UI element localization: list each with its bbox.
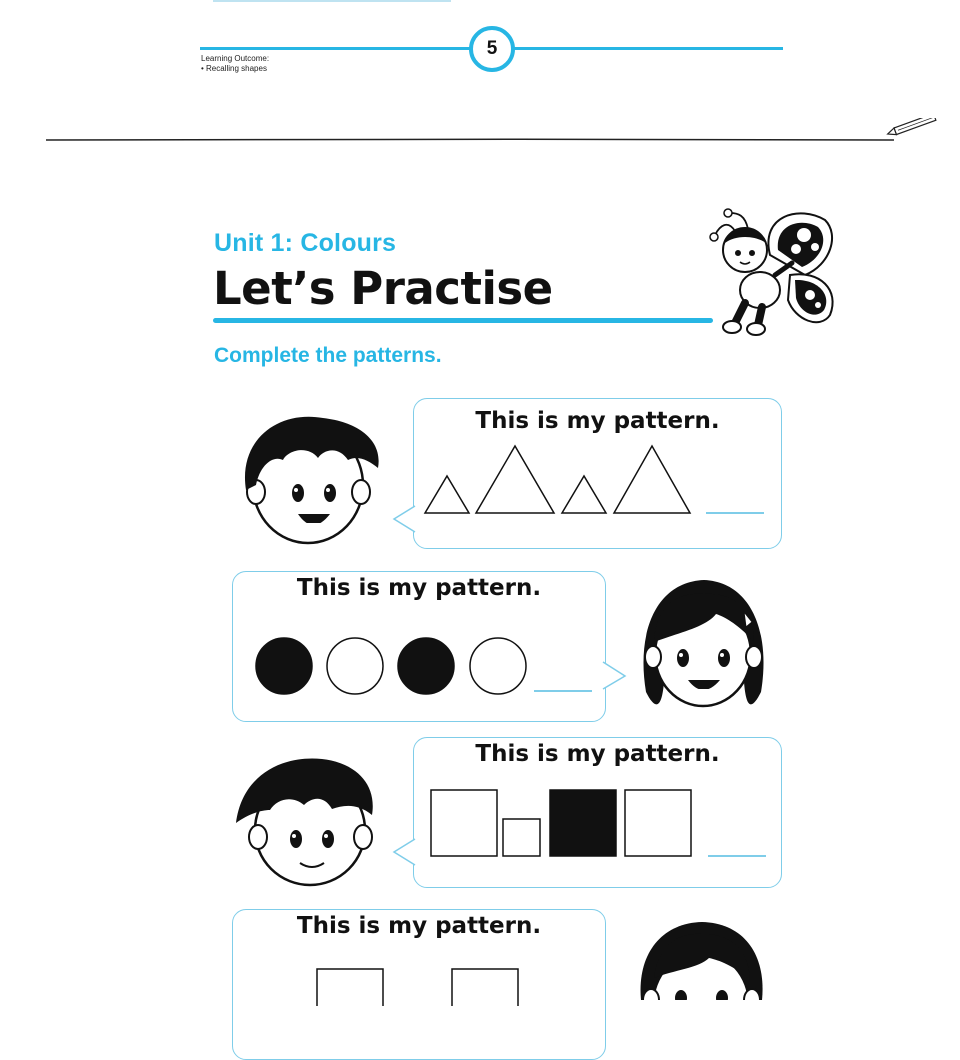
- large-triangle-shape: [614, 446, 690, 513]
- speech-bubble-tail-3: [392, 838, 416, 868]
- answer-blank-1[interactable]: [706, 512, 764, 514]
- learning-outcome-item: • Recalling shapes: [201, 64, 267, 73]
- bubble-text-1: This is my pattern.: [475, 408, 720, 434]
- black-circle-shape: [398, 638, 454, 694]
- girl-face-icon: [636, 572, 771, 717]
- page-title: Let’s Practise: [213, 262, 553, 315]
- white-square-shape: [452, 969, 518, 1006]
- pattern-2-shapes: [250, 632, 530, 702]
- unit-title: Unit 1: Colours: [214, 229, 397, 257]
- girl-face-icon-2: [634, 918, 769, 1000]
- answer-blank-2[interactable]: [534, 690, 592, 692]
- pencil-icon: [886, 118, 935, 137]
- butterfly-mascot-icon: [700, 205, 840, 345]
- small-triangle-shape: [425, 476, 469, 513]
- page-number-badge: 5: [469, 26, 515, 72]
- learning-outcome: [201, 54, 269, 74]
- title-underline: [213, 318, 713, 323]
- boy-face-icon: [238, 410, 388, 545]
- large-black-square-shape: [550, 790, 616, 856]
- small-triangle-shape: [562, 476, 606, 513]
- boy-face-icon-2: [232, 755, 382, 890]
- speech-bubble-tail-2: [602, 660, 628, 692]
- large-white-square-shape: [431, 790, 497, 856]
- large-triangle-shape: [476, 446, 554, 513]
- white-square-shape: [317, 969, 383, 1006]
- small-white-square-shape: [503, 819, 540, 856]
- bubble-text-4: This is my pattern.: [296, 913, 542, 939]
- black-circle-shape: [256, 638, 312, 694]
- instruction-text: Complete the patterns.: [214, 344, 442, 367]
- pattern-1-shapes: [420, 440, 700, 520]
- learning-outcome-heading: Learning Outcome:: [201, 54, 270, 63]
- pattern-4-shapes: [300, 966, 540, 1006]
- pattern-3-shapes: [428, 788, 698, 860]
- white-circle-shape: [327, 638, 383, 694]
- speech-bubble-tail-1: [392, 505, 416, 535]
- answer-blank-3[interactable]: [708, 855, 766, 857]
- previous-page-box-edge: [213, 0, 451, 2]
- page-separator-pencil-line: [44, 118, 944, 148]
- white-circle-shape: [470, 638, 526, 694]
- large-white-square-shape: [625, 790, 691, 856]
- bubble-text-3: This is my pattern.: [475, 741, 720, 767]
- bubble-text-2: This is my pattern.: [296, 575, 542, 601]
